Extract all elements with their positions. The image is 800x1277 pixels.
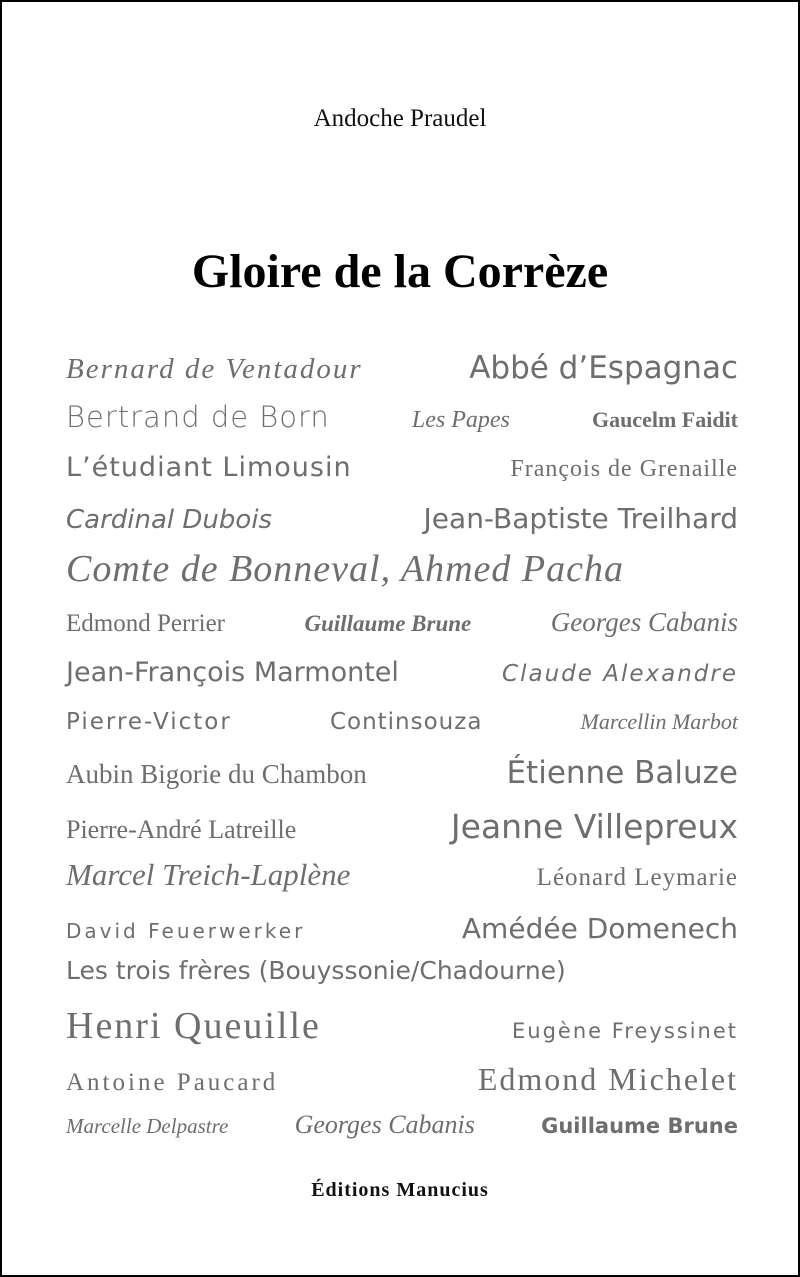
names-line-15 bbox=[66, 1061, 738, 1098]
names-line-11 bbox=[66, 857, 738, 893]
name-item: Guillaume Brune bbox=[541, 1114, 738, 1138]
name-item: Abbé d’Espagnac bbox=[469, 350, 738, 386]
names-line-3 bbox=[66, 452, 738, 483]
name-item: Claude Alexandre bbox=[502, 661, 738, 687]
names-line-10 bbox=[66, 807, 738, 846]
name-item: Eugène Freyssinet bbox=[512, 1019, 738, 1043]
name-item: Gaucelm Faidit bbox=[591, 407, 738, 432]
name-item: Guillaume Brune bbox=[304, 611, 472, 636]
name-item: Amédée Domenech bbox=[461, 912, 738, 945]
names-line-2 bbox=[66, 400, 738, 434]
names-line-16 bbox=[66, 1110, 738, 1140]
name-item: Aubin Bigorie du Chambon bbox=[66, 759, 367, 789]
name-item: François de Grenaille bbox=[510, 456, 738, 482]
name-item: Edmond Michelet bbox=[477, 1061, 738, 1097]
names-line-9 bbox=[66, 755, 738, 791]
names-line-14 bbox=[66, 1004, 738, 1048]
name-item: Antoine Paucard bbox=[66, 1069, 279, 1096]
name-item: Marcel Treich-Laplène bbox=[66, 857, 351, 892]
name-item: Marcellin Marbot bbox=[580, 709, 738, 734]
author-name: Andoche Praudel bbox=[313, 105, 487, 132]
name-item: Cardinal Dubois bbox=[66, 505, 273, 535]
names-line-8 bbox=[66, 709, 738, 735]
names-line-13 bbox=[66, 956, 738, 985]
name-item: Étienne Baluze bbox=[506, 755, 738, 791]
name-item: Jean-François Marmontel bbox=[66, 657, 399, 688]
names-line-6 bbox=[66, 607, 738, 638]
name-item: David Feuerwerker bbox=[66, 919, 306, 943]
name-item: Jeanne Villepreux bbox=[450, 807, 738, 846]
names-line-12 bbox=[66, 912, 738, 945]
names-line-1 bbox=[66, 350, 738, 386]
name-item: Marcelle Delpastre bbox=[66, 1114, 229, 1138]
book-title: Gloire de la Corrèze bbox=[191, 245, 609, 298]
name-item: Bertrand de Born bbox=[66, 400, 330, 434]
name-item: Continsouza bbox=[329, 709, 483, 735]
name-item: L’étudiant Limousin bbox=[66, 452, 352, 483]
name-item: Comte de Bonneval, Ahmed Pacha bbox=[66, 548, 624, 590]
names-line-4 bbox=[66, 502, 738, 535]
names-line-7 bbox=[66, 657, 738, 688]
name-item: Georges Cabanis bbox=[294, 1110, 475, 1139]
names-line-5 bbox=[66, 547, 738, 591]
name-item: Pierre-André Latreille bbox=[66, 815, 297, 844]
name-item: Edmond Perrier bbox=[66, 610, 225, 637]
name-item: Jean-Baptiste Treilhard bbox=[423, 502, 738, 535]
name-item: Les trois frères (Bouyssonie/Chadourne) bbox=[66, 956, 566, 985]
name-item: Georges Cabanis bbox=[550, 607, 738, 637]
name-item: Pierre-Victor bbox=[66, 709, 232, 735]
publisher-name: Éditions Manucius bbox=[311, 1179, 489, 1201]
name-item: Les Papes bbox=[411, 407, 510, 433]
name-item: Bernard de Ventadour bbox=[66, 353, 363, 385]
name-item: Henri Queuille bbox=[66, 1005, 321, 1047]
name-item: Léonard Leymarie bbox=[536, 864, 738, 891]
